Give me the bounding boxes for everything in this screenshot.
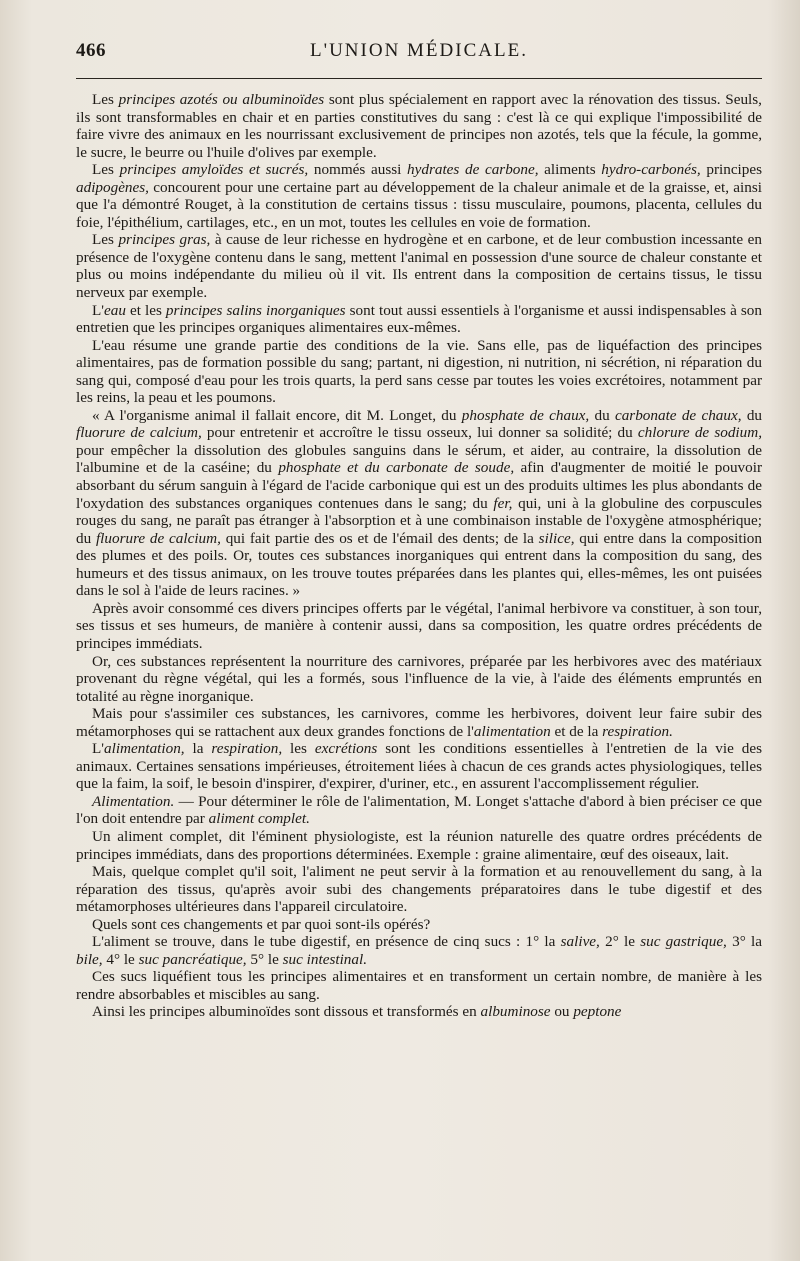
paragraph [76, 231, 762, 301]
header-rule [76, 78, 762, 79]
italic-text-run: albuminose [480, 1003, 551, 1021]
text-run: Après avoir consommé ces divers principes offerts par le végétal, l'animal herbivore va constituer, à son tour, ses tissus et ses humeurs, de manière à contenir aussi, dans sa composition, les quatre ordres précédents de principes immédiats. [76, 599, 762, 652]
text-run: la [184, 740, 212, 758]
italic-text-run: fer, [493, 494, 513, 512]
paragraph [76, 705, 762, 740]
text-run: concourent pour une certaine part au développement de la chaleur animale et de la graisse, et, ainsi que l'a démontré Rouget, à la constitution de certains tissus : tissu musculaire, poumons, placenta, cellules du foie, l'épithélium, cartilages, etc., en un mot, toutes les cellules en voie de formation. [76, 178, 762, 231]
text-run: « A l'organisme animal il fallait encore, dit M. Longet, du [92, 406, 462, 424]
text-run: L'aliment se trouve, dans le tube digestif, en présence de cinq sucs : 1° la [92, 933, 561, 951]
italic-text-run: respiration, [211, 740, 283, 758]
italic-text-run: adipogènes, [76, 178, 149, 196]
text-run: Mais, quelque complet qu'il soit, l'aliment ne peut servir à la formation et au renouvellement du sang, à la réparation des tissus, qu'après avoir subi des changements préparatoires dans le tube digestif et des métamorphoses ultérieures dans l'appareil circulatoire. [76, 863, 762, 916]
italic-text-run: fluorure de calcium, [76, 424, 202, 442]
paragraph [76, 1003, 762, 1021]
italic-text-run: principes azotés ou albuminoïdes [118, 91, 325, 108]
text-run: qui fait partie des os et de l'émail des dents; de la [220, 529, 539, 547]
paragraph [76, 302, 762, 337]
italic-text-run: alimentation [473, 722, 551, 740]
paragraph [76, 793, 762, 828]
text-run: — Pour déterminer le rôle de l'alimentation, M. Longet s'attache d'abord à bien préciser ce que l'on doit entendre par [76, 792, 762, 828]
italic-text-run: salive, [560, 933, 600, 951]
text-run: 3° la [726, 933, 762, 951]
text-run: pour entretenir et accroître le tissu osseux, lui donner sa solidité; du [201, 424, 638, 442]
text-run: afin d'augmenter de moitié le pouvoir absorbant du sérum sanguin à l'égard de l'acide carbonique qui est un des produits ultimes les plus abondants de l'oxydation des substances organiques contenues dans le sang; du [76, 459, 762, 512]
text-run: nommés aussi [308, 161, 408, 179]
text-run: aliments [538, 161, 602, 179]
text-run: 5° le [246, 950, 283, 968]
italic-text-run: principes salins inorganiques [165, 301, 346, 319]
text-run: Les [92, 231, 119, 249]
text-run: Un aliment complet, dit l'éminent physiologiste, est la réunion naturelle des quatre ordres précédents de principes immédiats, dans des proportions déterminées. Exemple : graine alimentaire, œuf des oiseaux, lait. [76, 827, 762, 863]
text-run: L' [92, 301, 105, 319]
italic-text-run: hydro-carbonés, [601, 161, 701, 179]
italic-text-run: hydrates de carbone, [407, 161, 539, 179]
text-run: 2° le [599, 933, 641, 951]
text-run: Ainsi les principes albuminoïdes sont dissous et transformés en [92, 1003, 481, 1021]
italic-text-run: principes amyloïdes et sucrés, [119, 161, 309, 179]
page-header [76, 40, 762, 68]
italic-text-run: principes gras, [118, 231, 211, 249]
text-run: qui, uni à la globuline des corpuscules rouges du sang, ne paraît pas étranger à l'absorption et à une combinaison instable de l'oxygène atmosphérique; du [76, 494, 762, 547]
italic-text-run: aliment complet. [208, 810, 310, 828]
text-run: ou [550, 1003, 574, 1021]
italic-text-run: chlorure de sodium, [637, 424, 762, 442]
italic-text-run: Alimentation. [92, 792, 175, 810]
text-run: du [589, 406, 615, 424]
paragraph [76, 337, 762, 407]
text-run: 4° le [102, 950, 139, 968]
page-number: 466 [76, 40, 106, 61]
text-run: Les [92, 161, 120, 179]
paragraph [76, 933, 762, 968]
paragraph [76, 407, 762, 600]
italic-text-run: phosphate et du carbonate de soude, [278, 459, 515, 477]
paragraph [76, 968, 762, 1003]
paragraph [76, 91, 762, 161]
italic-text-run: bile, [76, 950, 103, 968]
text-run: qui entre dans la composition des plumes et des poils. Or, toutes ces substances inorganiques qui entrent dans la composition du sang, des humeurs et des tissus animaux, on les trouve toutes préparées dans les plantes qui, elles-mêmes, les ont puisées dans le sol à l'aide de leurs racines. » [76, 529, 762, 600]
italic-text-run: excrétions [314, 740, 378, 758]
text-run: principes [700, 161, 763, 179]
text-run: du [741, 406, 763, 424]
text-run: les [282, 740, 315, 758]
italic-text-run: suc intestinal. [282, 950, 367, 968]
text-run: Or, ces substances représentent la nourriture des carnivores, préparée par les herbivores avec des matériaux provenant du règne végétal, qui les a formés, sous l'influence de la vie, à l'aide des éléments empruntés en totalité au règne inorganique. [76, 652, 762, 705]
text-run: et de la [550, 722, 603, 740]
text-run: L' [92, 740, 105, 758]
italic-text-run: carbonate de chaux, [614, 406, 742, 424]
text-run: Quels sont ces changements et par quoi sont-ils opérés? [92, 915, 431, 933]
italic-text-run: respiration. [602, 722, 673, 740]
italic-text-run: phosphate de chaux, [461, 406, 590, 424]
text-run: pour empêcher la dissolution des globules sanguins dans le sérum, et aider, au contraire, la dissolution de l'albumine et de la caséine; du [76, 441, 762, 477]
paragraph [76, 828, 762, 863]
italic-text-run: fluorure de calcium, [95, 529, 221, 547]
paragraph [76, 161, 762, 231]
text-run: Ces sucs liquéfient tous les principes alimentaires et en transforment un certain nombre, de manière à les rendre absorbables et miscibles au sang. [76, 968, 762, 1003]
paragraph [76, 653, 762, 706]
text-run: à cause de leur richesse en hydrogène et en carbone, et de leur combustion incessante en présence de l'oxygène contenu dans le sang, mettent l'animal en possession d'une source de chaleur constante et plus ou moins indépendante du milieu où il vit. Ils entrent dans la composition de certains tissus, le tissu nerveux par exemple. [76, 231, 762, 302]
paragraph [76, 863, 762, 916]
text-run: et les [125, 301, 166, 319]
paragraph [76, 600, 762, 653]
text-run: L'eau résume une grande partie des conditions de la vie. Sans elle, pas de liquéfaction des principes alimentaires, pas de formation possible du sang; partant, ni digestion, ni nutrition, ni sécrétion, ni réparation du sang qui, composé d'eau pour les trois quarts, la perd sans cesse par toutes les voies excrétoires, notamment par les reins, la peau et les poumons. [76, 336, 762, 407]
paragraph [76, 916, 762, 934]
italic-text-run: alimentation, [104, 740, 185, 758]
text-run: sont plus spécialement en rapport avec la rénovation des tissus. Seuls, ils sont transformables en chair et en parties constitutives du sang : c'est là ce qui explique l'impossibilité de faire vivre des animaux en les nourrissant exclusivement de principes non azotés, tels que la fécule, la gomme, le sucre, le beurre ou l'huile d'olives par exemple. [76, 91, 762, 161]
italic-text-run: suc pancréatique, [138, 950, 247, 968]
journal-title: L'UNION MÉDICALE. [310, 40, 528, 61]
paragraph [76, 740, 762, 793]
italic-text-run: silice, [538, 529, 575, 547]
text-run: sont tout aussi essentiels à l'organisme et aussi indispensables à son entretien que les principes organiques alimentaires eux-mêmes. [76, 301, 762, 337]
text-run: sont les conditions essentielles à l'entretien de la vie des animaux. Certaines sensations impérieuses, étroitement liées à chacun de ces grands actes physiologiques, telles que la faim, la soif, le besoin d'inspirer, d'expirer, d'uriner, etc., en assurent l'accomplissement régulier. [76, 740, 762, 793]
italic-text-run: peptone [573, 1003, 622, 1021]
text-run: Mais pour s'assimiler ces substances, les carnivores, comme les herbivores, doivent leur faire subir des métamorphoses qui se rattachent aux deux grandes fonctions de l' [76, 705, 762, 740]
italic-text-run: eau [104, 301, 126, 319]
text-run: Les [92, 91, 119, 108]
article-body [76, 91, 762, 1021]
italic-text-run: suc gastrique, [640, 933, 727, 951]
